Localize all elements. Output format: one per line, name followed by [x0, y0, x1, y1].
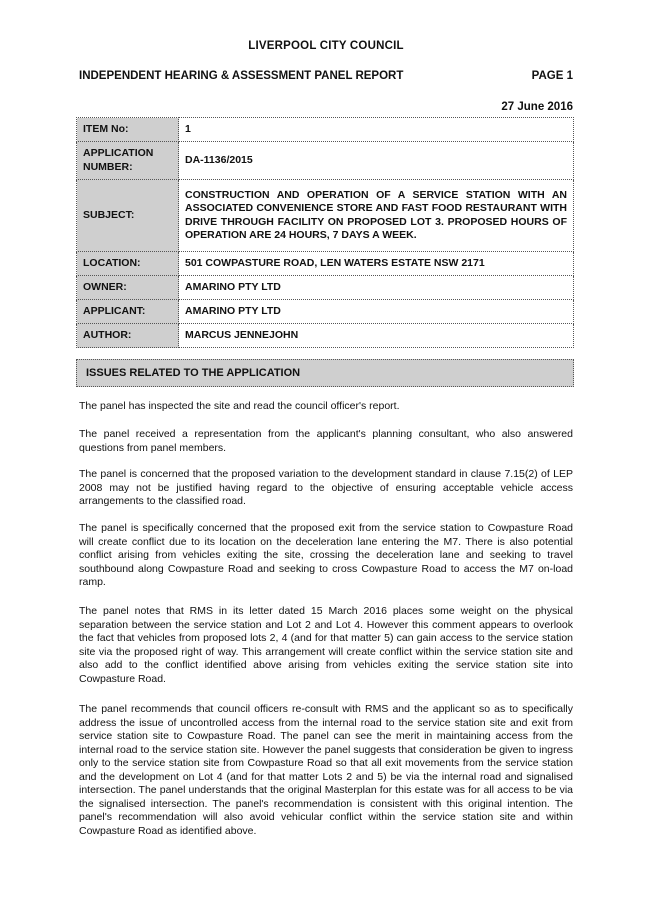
author-value: MARCUS JENNEJOHN — [179, 324, 574, 348]
location-row — [77, 252, 574, 276]
owner-row — [77, 276, 574, 300]
applicant-value: AMARINO PTY LTD — [179, 300, 574, 324]
council-name: LIVERPOOL CITY COUNCIL — [248, 40, 404, 52]
application-number-label: APPLICATION NUMBER: — [77, 142, 179, 180]
owner-label: OWNER: — [77, 276, 179, 300]
item-label: ITEM No: — [77, 118, 179, 142]
page-number: PAGE 1 — [531, 70, 573, 82]
section-heading-box — [76, 359, 574, 387]
location-value: 501 COWPASTURE ROAD, LEN WATERS ESTATE NSW 2171 — [179, 252, 574, 276]
paragraph-6: The panel recommends that council officers re-consult with RMS and the applicant so as to specifically address the issue of uncontrolled access from the internal road to the service station site and exit from service station site to Cowpasture Road. The panel can see the merit in maintaining access from the internal road to the service station site. However the panel suggests that consideration be given to ingress only to the service station site from Cowpasture Road so that all exit movements from the service station and the development on Lot 4 (and for that matter Lots 2 and 5) be via the internal road and signalised intersection. The panel understands that the original Masterplan for this estate was for all access to be via the signalised intersection. The panel's recommendation is consistent with this original intention. The panel's recommendation will also avoid vehicular conflict within the service station site and within Cowpasture Road as identified above. — [79, 703, 573, 837]
item-row — [77, 118, 574, 142]
applicant-label: APPLICANT: — [77, 300, 179, 324]
subject-row — [77, 180, 574, 252]
applicant-row — [77, 300, 574, 324]
paragraph-1: The panel has inspected the site and read the council officer's report. — [79, 400, 400, 412]
report-title: INDEPENDENT HEARING & ASSESSMENT PANEL REPORT — [79, 70, 404, 82]
location-label: LOCATION: — [77, 252, 179, 276]
application-details-table — [76, 117, 574, 348]
author-label: AUTHOR: — [77, 324, 179, 348]
section-heading: ISSUES RELATED TO THE APPLICATION — [86, 367, 301, 379]
paragraph-4: The panel is specifically concerned that the proposed exit from the service station to Cowpasture Road will create conflict due to its location on the deceleration lane entering the M7. There is also potential conflict arising from vehicles exiting the site, crossing the deceleration lane and seeking to travel southbound along Cowpasture Road and seeking to cross Cowpasture Road to access the M7 on-load ramp. — [79, 522, 573, 588]
author-row — [77, 324, 574, 348]
application-number-value: DA-1136/2015 — [179, 142, 574, 180]
subject-value: CONSTRUCTION AND OPERATION OF A SERVICE STATION WITH AN ASSOCIATED CONVENIENCE STORE AND FAST FOOD RESTAURANT WITH DRIVE THROUGH FACILITY ON PROPOSED LOT 3. PROPOSED HOURS OF OPERATION ARE 24 HOURS, 7 DAYS A WEEK. — [179, 180, 574, 252]
subject-label: SUBJECT: — [77, 180, 179, 252]
paragraph-5: The panel notes that RMS in its letter dated 15 March 2016 places some weight on the physical separation between the service station and Lot 2 and Lot 4. However this comment appears to overlook the fact that vehicles from proposed lots 2, 4 (and for that matter 5) can gain access to the service station site via the proposed right of way. This arrangement will create conflict within the service station site and also add to the conflict identified above arising from vehicles exiting the service station site into Cowpasture Road. — [79, 605, 573, 685]
paragraph-2: The panel received a representation from the applicant's planning consultant, who also answered questions from panel members. — [79, 428, 573, 454]
paragraph-3: The panel is concerned that the proposed variation to the development standard in clause 7.15(2) of LEP 2008 may not be justified having regard to the objective of ensuring acceptable vehicle access arrangements to the classified road. — [79, 468, 573, 507]
item-value: 1 — [179, 118, 574, 142]
application-number-row — [77, 142, 574, 180]
report-date: 27 June 2016 — [501, 101, 573, 113]
owner-value: AMARINO PTY LTD — [179, 276, 574, 300]
